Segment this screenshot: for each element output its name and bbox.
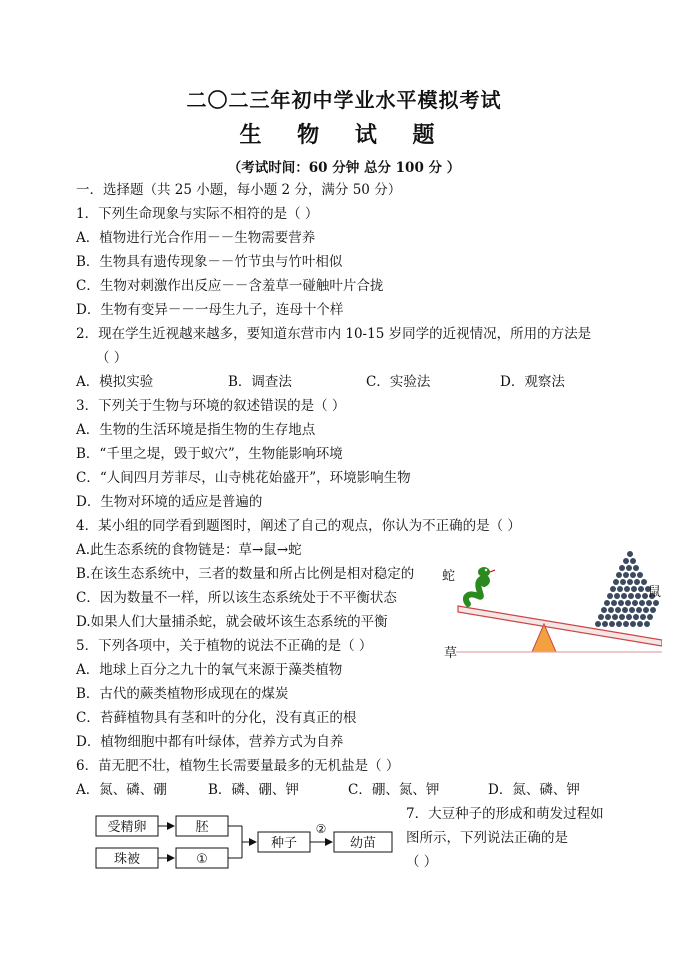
q2-option-c: C．实验法 (366, 374, 431, 390)
q7-paren: （ ） (406, 854, 438, 870)
snake-icon (466, 567, 495, 604)
q1-option-d: D．生物有变异－－一母生九子，连母十个样 (76, 302, 344, 318)
q3-stem: 3．下列关于生物与环境的叙述错误的是（ ） (76, 398, 346, 414)
q3-option-b: B．“千里之堤，毁于蚁穴”，生物能影响环境 (76, 446, 343, 462)
grass-label: 草 (444, 646, 458, 661)
q1-option-c: C．生物对刺激作出反应－－含羞草一碰触叶片合拢 (76, 278, 384, 294)
label-seedling: 幼苗 (349, 836, 377, 851)
q5-option-d: D．植物细胞中都有叶绿体，营养方式为自养 (76, 734, 344, 750)
label-circle1: ① (196, 852, 208, 867)
q4-option-d: D.如果人们大量捕杀蛇，就会破坏该生态系统的平衡 (76, 614, 388, 630)
q2-paren: （ ） (96, 350, 128, 366)
label-fertilized-egg: 受精卵 (107, 820, 147, 835)
q5-stem: 5．下列各项中，关于植物的说法不正确的是（ ） (76, 638, 373, 654)
section-heading: 一．选择题（共 25 小题，每小题 2 分，满分 50 分） (76, 182, 402, 198)
exam-subtitle: 生 物 试 题 (239, 122, 449, 148)
snake-label: 蛇 (442, 569, 456, 584)
q2-option-d: D．观察法 (500, 374, 565, 390)
mouse-label: 鼠 (648, 585, 662, 600)
q5-option-c: C．苔藓植物具有茎和叶的分化，没有真正的根 (76, 710, 357, 726)
q4-stem: 4．某小组的同学看到题图时，阐述了自己的观点，你认为不正确的是（ ） (76, 518, 521, 534)
q6-option-b: B．磷、硼、钾 (208, 782, 299, 798)
seed-flow-diagram (94, 814, 404, 872)
q6-option-d: D．氮、磷、钾 (488, 782, 580, 798)
q5-option-b: B．古代的蕨类植物形成现在的煤炭 (76, 686, 289, 702)
q1-option-a: A．植物进行光合作用－－生物需要营养 (76, 230, 316, 246)
q2-option-a: A．模拟实验 (76, 374, 154, 390)
q2-stem: 2．现在学生近视越来越多，要知道东营市内 10-15 岁同学的近视情况，所用的方法是 (76, 326, 592, 342)
q3-option-d: D．生物对环境的适应是普遍的 (76, 494, 263, 510)
q4-option-c: C．因为数量不一样，所以该生态系统处于不平衡状态 (76, 590, 397, 606)
label-circle2: ② (315, 822, 327, 836)
q2-option-b: B．调查法 (228, 374, 292, 390)
q4-option-a: A.此生态系统的食物链是：草→鼠→蛇 (76, 542, 302, 558)
label-ovule-coat: 珠被 (113, 852, 141, 867)
q6-stem: 6．苗无肥不壮，植物生长需要量最多的无机盐是（ ） (76, 758, 400, 774)
q1-stem: 1．下列生命现象与实际不相符的是（ ） (76, 206, 319, 222)
q5-option-a: A．地球上百分之九十的氧气来源于藻类植物 (76, 662, 343, 678)
q3-option-a: A．生物的生活环境是指生物的生存地点 (76, 422, 316, 438)
q1-option-b: B．生物具有遗传现象－－竹节虫与竹叶相似 (76, 254, 343, 270)
q6-option-c: C．硼、氮、钾 (348, 782, 440, 798)
q3-option-c: C．“人间四月芳菲尽，山寺桃花始盛开”，环境影响生物 (76, 470, 411, 486)
label-embryo: 胚 (195, 820, 209, 835)
q7-line2: 图所示，下列说法正确的是 (406, 830, 568, 846)
q4-option-b: B.在该生态系统中，三者的数量和所占比例是相对稳定的 (76, 566, 415, 582)
exam-title: 二〇二三年初中学业水平模拟考试 (186, 88, 502, 112)
q7-line1: 7．大豆种子的形成和萌发过程如 (406, 806, 604, 822)
seesaw-figure (440, 548, 662, 662)
label-seed: 种子 (270, 836, 298, 851)
exam-info: （考试时间：60 分钟 总分 100 分 ） (227, 160, 461, 176)
q6-option-a: A．氮、磷、硼 (76, 782, 167, 798)
